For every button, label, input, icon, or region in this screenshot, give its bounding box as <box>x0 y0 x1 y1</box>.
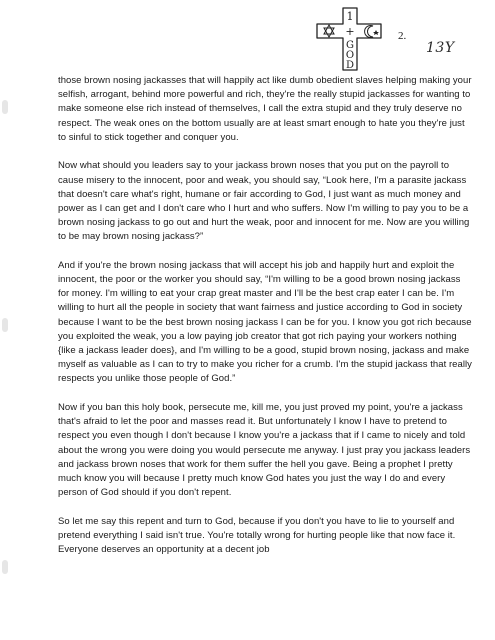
paragraph: those brown nosing jackasses that will happily act like dumb obedient slaves helping making your selfish, arrogant, behind more powerful and rich, they're the really stupid jackasses for wanting to make someone else rich instead of themselves, I call the extra stupid and they truly deserve no respect. The weak ones on the bottom usually are at least smart enough to hate you they're just to sinful to stick together and conquer you. <box>58 75 472 143</box>
cross-letter-1: 1 <box>346 10 354 23</box>
cross-letter-3: G <box>346 40 354 51</box>
paragraph: And if you're the brown nosing jackass that will accept his job and happily hurt and exploit the innocent, the poor or the worker you should say, “I'm willing to be a good brown nosing jackass for money. I'm willing to eat your crap great master and I'll be the best crap eater I can be. I'm willing to hurt all the people in society that want fairness and justice according to God in society because I want to be the best brown nosing jackass I can be for you. I know you got rich because you exploited the weak, you a low paying job creator that got rich paying your workers nothing {like a jackass leader does}, and I'm willing to be a good, stupid brown nosing, jackass and make myself as valuable as I can to try to make you richer for a crumb. I'm the stupid jackass that really respects you unlike those people of God.” <box>58 259 472 385</box>
cross-letter-2: + <box>345 25 355 38</box>
punch-hole-shadow <box>2 560 8 574</box>
paragraph: Now what should you leaders say to your jackass brown noses that you put on the payroll to cause misery to the innocent, poor and weak, you should say, “Look here, I'm a parasite jackass that doesn't care what's right, humane or fair according to God, I just want as much money and power as I can get and I don't care who I hurt and who suffers. Now I'm willing to pay you to be a brown nosing jackass to go out and hurt the weak, poor and innocent for me. Now are you willing to be may brown nosing jackass?” <box>58 160 470 243</box>
crescent-star-icon <box>365 26 379 38</box>
page-number: 2. <box>398 30 407 42</box>
document-body <box>58 74 473 572</box>
punch-hole-shadow <box>2 100 8 114</box>
cross-letter-4: O <box>345 50 355 61</box>
cross-letter-5: D <box>345 60 355 71</box>
paragraph: So let me say this repent and turn to God, because if you don't you have to lie to yourself and pretend everything I said isn't true. You're totally wrong for hurting people like that now face it. Everyone deserves an opportunity at a decent job <box>58 515 456 556</box>
paragraph: Now if you ban this holy book, persecute me, kill me, you just proved my point, you're a jackass that's afraid to let the poor and masses read it. But unfortunately I know I have to pretend to respect you even though I don't because I know you're a jackass that if I came to nicely and told about the wrong you were doing you would persecute me anyway. I just pray you jackass leaders and jackass brown noses that work for them suffer the hell you gave. Being a prophet I pretty much know you will because I pretty much know God hates you just the way I do and every person of God should if you don't repent. <box>58 401 471 499</box>
hand-drawn-cross-icon <box>305 4 395 74</box>
star-of-david-icon <box>324 25 334 37</box>
punch-hole-shadow <box>2 318 8 332</box>
handwritten-page-number: 13Y <box>426 40 455 56</box>
